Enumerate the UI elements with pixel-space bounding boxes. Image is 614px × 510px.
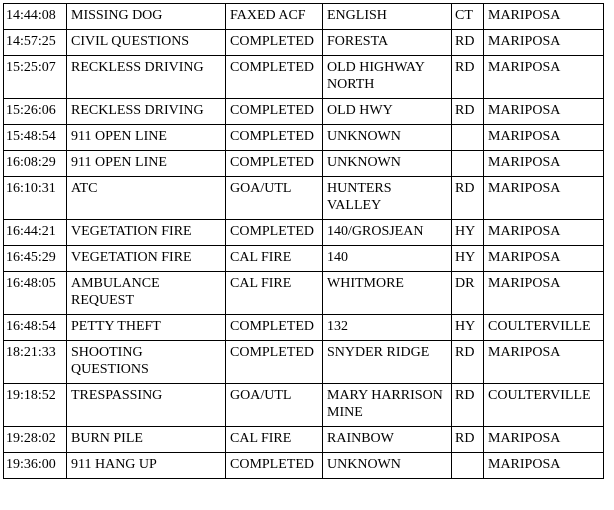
table-row xyxy=(4,4,604,30)
time-cell: 19:36:00 xyxy=(4,453,67,479)
location-cell: ENGLISH xyxy=(323,4,452,30)
disposition-cell: COMPLETED xyxy=(226,30,323,56)
disposition-cell: COMPLETED xyxy=(226,99,323,125)
disposition-cell: COMPLETED xyxy=(226,56,323,99)
table-row xyxy=(4,272,604,315)
time-cell: 15:48:54 xyxy=(4,125,67,151)
table-row xyxy=(4,384,604,427)
call-type-cell: 911 OPEN LINE xyxy=(67,151,226,177)
street-suffix-cell: RD xyxy=(452,30,484,56)
table-row xyxy=(4,341,604,384)
street-suffix-cell: DR xyxy=(452,272,484,315)
disposition-cell: GOA/UTL xyxy=(226,384,323,427)
call-log-body xyxy=(4,4,604,479)
time-cell: 16:08:29 xyxy=(4,151,67,177)
disposition-cell: COMPLETED xyxy=(226,315,323,341)
street-suffix-cell: RD xyxy=(452,99,484,125)
disposition-cell: COMPLETED xyxy=(226,341,323,384)
table-row xyxy=(4,30,604,56)
time-cell: 16:48:05 xyxy=(4,272,67,315)
city-cell: MARIPOSA xyxy=(484,246,604,272)
call-type-cell: PETTY THEFT xyxy=(67,315,226,341)
city-cell: COULTERVILLE xyxy=(484,384,604,427)
disposition-cell: COMPLETED xyxy=(226,220,323,246)
city-cell: MARIPOSA xyxy=(484,177,604,220)
street-suffix-cell: RD xyxy=(452,427,484,453)
disposition-cell: FAXED ACF xyxy=(226,4,323,30)
location-cell: OLD HWY xyxy=(323,99,452,125)
location-cell: WHITMORE xyxy=(323,272,452,315)
call-type-cell: VEGETATION FIRE xyxy=(67,246,226,272)
street-suffix-cell: RD xyxy=(452,341,484,384)
city-cell: MARIPOSA xyxy=(484,99,604,125)
table-row xyxy=(4,427,604,453)
city-cell: MARIPOSA xyxy=(484,56,604,99)
call-type-cell: VEGETATION FIRE xyxy=(67,220,226,246)
call-type-cell: ATC xyxy=(67,177,226,220)
street-suffix-cell: RD xyxy=(452,177,484,220)
location-cell: 140 xyxy=(323,246,452,272)
time-cell: 16:44:21 xyxy=(4,220,67,246)
disposition-cell: GOA/UTL xyxy=(226,177,323,220)
street-suffix-cell xyxy=(452,125,484,151)
table-row xyxy=(4,246,604,272)
disposition-cell: COMPLETED xyxy=(226,125,323,151)
call-type-cell: TRESPASSING xyxy=(67,384,226,427)
street-suffix-cell xyxy=(452,151,484,177)
table-row xyxy=(4,56,604,99)
location-cell: HUNTERS VALLEY xyxy=(323,177,452,220)
call-log-table xyxy=(3,3,604,479)
location-cell: OLD HIGHWAY NORTH xyxy=(323,56,452,99)
city-cell: MARIPOSA xyxy=(484,427,604,453)
location-cell: FORESTA xyxy=(323,30,452,56)
location-cell: UNKNOWN xyxy=(323,453,452,479)
time-cell: 19:28:02 xyxy=(4,427,67,453)
call-type-cell: RECKLESS DRIVING xyxy=(67,99,226,125)
time-cell: 14:44:08 xyxy=(4,4,67,30)
city-cell: MARIPOSA xyxy=(484,453,604,479)
disposition-cell: COMPLETED xyxy=(226,453,323,479)
time-cell: 19:18:52 xyxy=(4,384,67,427)
time-cell: 16:45:29 xyxy=(4,246,67,272)
time-cell: 15:26:06 xyxy=(4,99,67,125)
city-cell: MARIPOSA xyxy=(484,151,604,177)
call-type-cell: BURN PILE xyxy=(67,427,226,453)
disposition-cell: CAL FIRE xyxy=(226,246,323,272)
location-cell: UNKNOWN xyxy=(323,151,452,177)
time-cell: 16:10:31 xyxy=(4,177,67,220)
city-cell: MARIPOSA xyxy=(484,4,604,30)
table-row xyxy=(4,453,604,479)
location-cell: UNKNOWN xyxy=(323,125,452,151)
disposition-cell: COMPLETED xyxy=(226,151,323,177)
call-type-cell: 911 OPEN LINE xyxy=(67,125,226,151)
table-row xyxy=(4,151,604,177)
call-type-cell: SHOOTING QUESTIONS xyxy=(67,341,226,384)
street-suffix-cell xyxy=(452,453,484,479)
city-cell: COULTERVILLE xyxy=(484,315,604,341)
street-suffix-cell: RD xyxy=(452,384,484,427)
street-suffix-cell: HY xyxy=(452,220,484,246)
disposition-cell: CAL FIRE xyxy=(226,272,323,315)
location-cell: MARY HARRISON MINE xyxy=(323,384,452,427)
street-suffix-cell: HY xyxy=(452,246,484,272)
city-cell: MARIPOSA xyxy=(484,30,604,56)
city-cell: MARIPOSA xyxy=(484,220,604,246)
table-row xyxy=(4,220,604,246)
time-cell: 14:57:25 xyxy=(4,30,67,56)
time-cell: 15:25:07 xyxy=(4,56,67,99)
street-suffix-cell: HY xyxy=(452,315,484,341)
call-type-cell: 911 HANG UP xyxy=(67,453,226,479)
location-cell: SNYDER RIDGE xyxy=(323,341,452,384)
table-row xyxy=(4,177,604,220)
street-suffix-cell: CT xyxy=(452,4,484,30)
call-type-cell: AMBULANCE REQUEST xyxy=(67,272,226,315)
table-row xyxy=(4,99,604,125)
time-cell: 16:48:54 xyxy=(4,315,67,341)
call-type-cell: RECKLESS DRIVING xyxy=(67,56,226,99)
location-cell: RAINBOW xyxy=(323,427,452,453)
street-suffix-cell: RD xyxy=(452,56,484,99)
disposition-cell: CAL FIRE xyxy=(226,427,323,453)
city-cell: MARIPOSA xyxy=(484,341,604,384)
time-cell: 18:21:33 xyxy=(4,341,67,384)
table-row xyxy=(4,315,604,341)
call-type-cell: CIVIL QUESTIONS xyxy=(67,30,226,56)
call-type-cell: MISSING DOG xyxy=(67,4,226,30)
table-row xyxy=(4,125,604,151)
city-cell: MARIPOSA xyxy=(484,272,604,315)
city-cell: MARIPOSA xyxy=(484,125,604,151)
location-cell: 132 xyxy=(323,315,452,341)
location-cell: 140/GROSJEAN xyxy=(323,220,452,246)
